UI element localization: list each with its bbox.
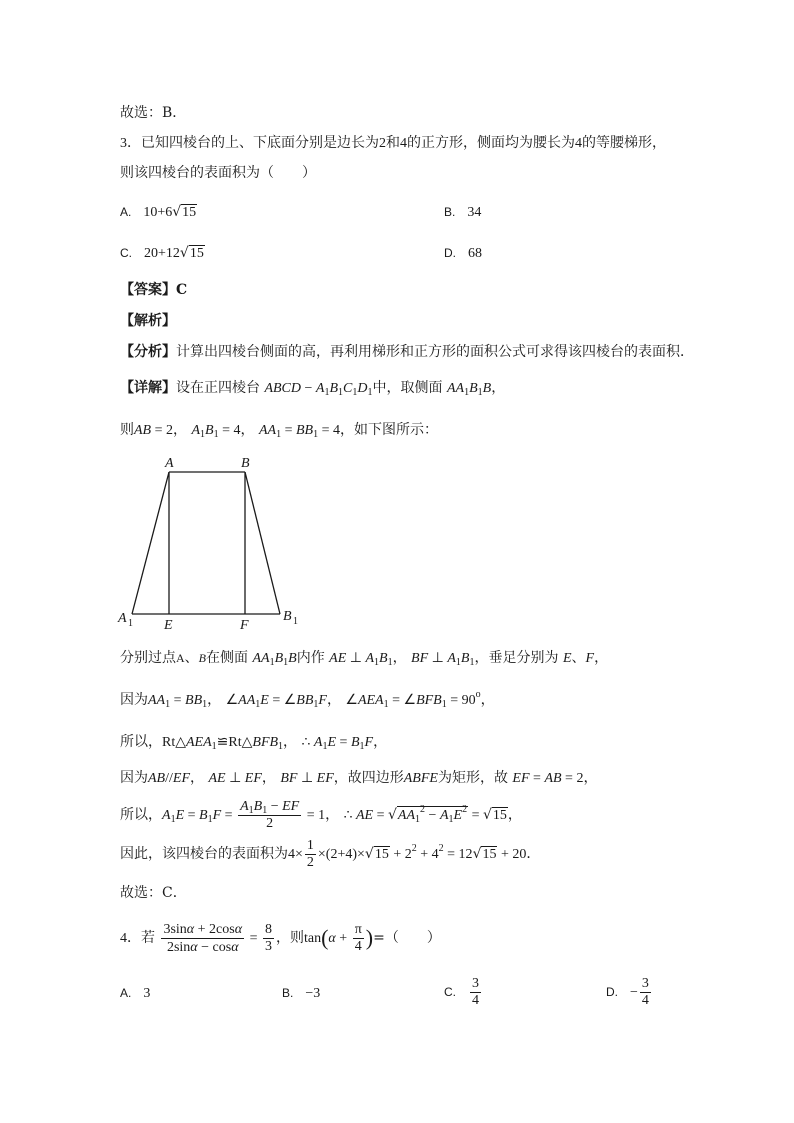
edge-bb1 [245, 472, 280, 614]
q4-option-c: C. $\frac{3}{4}$ [444, 975, 479, 1008]
q3-option-d: D. 68 [444, 246, 482, 261]
label-b1-sub: 1 [293, 616, 298, 627]
analysis-tag: 【解析】 [120, 313, 176, 329]
fenxi-line: 【分析】计算出四棱台侧面的高，再利用梯形和正方形的面积公式可求得该四棱台的表面积． [120, 344, 694, 360]
prev-answer-line: 故选：B． [120, 105, 187, 121]
q4-option-d: D. − $\frac{3}{4}$ [606, 975, 649, 1008]
xiangjie-line: 【详解】设在正四棱台 ABCD − $A_1B_1C_1D_1$中，取侧面 $AA_1B_1B$， [120, 380, 506, 398]
step6-line: 因此，该四棱台的表面积为4× $\frac{1}{2}$ $\times(2+4)\times√15 + 2^2 + 4^2 = 12√15 + 20$． [120, 837, 541, 870]
label-a1: A [118, 611, 127, 626]
answer-line: 【答案】C [120, 282, 188, 298]
label-b: B [241, 456, 250, 471]
q4-option-b: B. −3 [282, 986, 321, 1001]
label-f: F [240, 618, 249, 633]
trapezoid-diagram [112, 450, 312, 635]
q4-option-a: A. 3 [120, 986, 151, 1001]
edge-aa1 [132, 472, 169, 614]
label-b1: B [283, 609, 292, 624]
q3-option-c: C. 20+12√15 [120, 245, 204, 261]
step1-line: 分别过点A、B在侧面 $AA_1B_1B$内作 AE ⊥ $A_1B_1$， BF ⊥ $A_1B_1$，垂足分别为 E、F， [120, 650, 609, 668]
q4-stem: 4．若 $\frac{3\sin\alpha + 2\cos\alpha}{2\sin\alpha - \cos\alpha}$ = $\frac{8}{3}$ ，则tan(α + $\frac{\pi}{4}$ )=（ ） [120, 921, 441, 955]
step2-line: 因为$AA_1 = BB_1$， $\angle AA_1E$ = $\angle BB_1F$， $\angle AEA_1$ = $\angle BFB_1 = 90^o$， [120, 689, 495, 710]
label-e: E [164, 618, 173, 633]
then-line: 则AB = 2， $A_1B_1 = 4$， $AA_1 = BB_1 = 4$，如下图所示： [120, 422, 438, 440]
step3-line: 所以，$Rt\triangle AEA_1≌Rt\triangle BFB_1$， ∴ $A_1E = B_1F$， [120, 734, 388, 752]
label-a1-sub: 1 [128, 618, 133, 629]
q3-option-b: B. 34 [444, 205, 482, 220]
step4-line: 因为AB//EF， AE ⊥ EF， BF ⊥ EF，故四边形ABFE为矩形，故 EF = AB = 2， [120, 770, 598, 786]
q3-stem-line1: 3．已知四棱台的上、下底面分别是边长为2和4的正方形，侧面均为腰长为4的等腰梯形， [120, 135, 666, 151]
q3-option-a: A. 10+6√15 [120, 204, 197, 220]
label-a: A [165, 456, 174, 471]
final-answer-line: 故选：C． [120, 885, 187, 901]
q3-stem-line2: 则该四棱台的表面积为（ ） [120, 165, 316, 181]
step5-line: 所以，$A_1E = B_1F$ = $\frac{A_1B_1 - EF}{2}$ = 1， ∴ AE = $√AA_1^2 - A_1E^2 = √15$， [120, 799, 522, 831]
